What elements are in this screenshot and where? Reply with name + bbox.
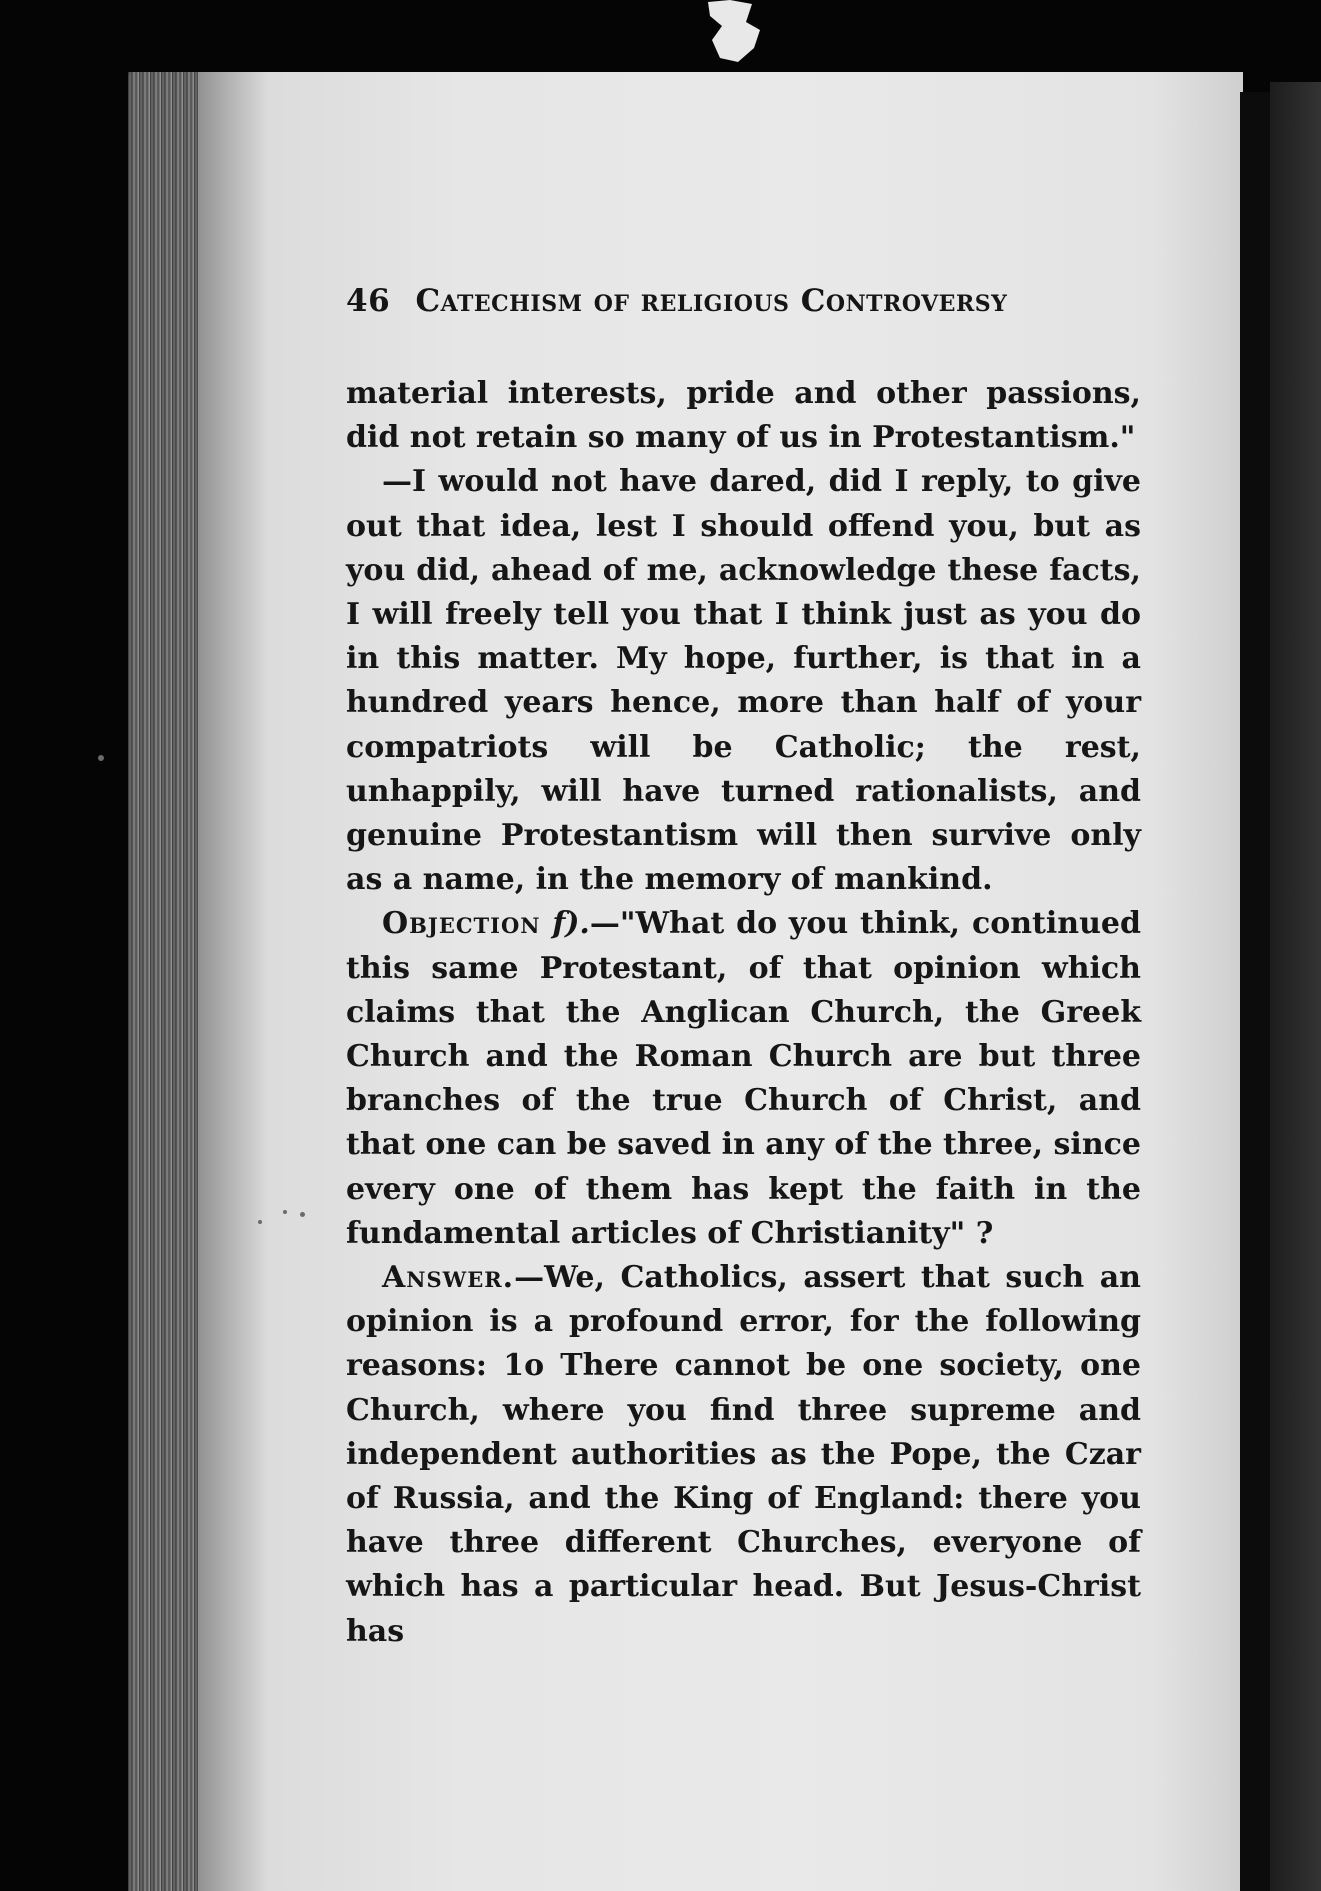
objection-label: Objection [382,906,541,942]
running-title: Catechism of religious Controversy [415,283,1008,319]
page-body-text [346,372,1141,1654]
facing-page-edge [1240,92,1270,1891]
objection-letter: f). [540,906,590,942]
dust-speck [258,1220,262,1224]
paragraph-objection [346,902,1141,1256]
answer-label: Answer. [382,1260,515,1296]
dust-speck [98,755,104,761]
paragraph: —I would not have dared, did I reply, to give out that idea, lest I should offend you, but as you did, ahead of me, acknowledge these facts, I will freely tell you that I think just as you do in this matter. My hope, further, is that in a hundred years hence, more than half of your compatriots will be Catholic; the rest, unhappily, will have turned rationalists, and genuine Protestantism will then survive only as a name, in the memory of mankind. [346,464,1141,898]
gutter-shadow [198,72,268,1891]
running-header [346,283,1146,319]
paragraph-text: —"What do you think, continued this same Protestant, of that opinion which claims that the Anglican Church, the Greek Church and the Roman Church are but three branches of the true Church of Christ, and that one can be saved in any of the three, since every one of them has kept the faith in the fundamental articles of Christianity" ? [346,906,1141,1251]
paragraph-answer [346,1256,1141,1654]
dust-speck [283,1210,287,1214]
paragraph-text: —We, Catholics, assert that such an opinion is a profound error, for the following reasons: 1o There cannot be one society, one Church, where you find three supreme and independent authorities as the Pope, the Czar of Russia, and the King of England: there you have three different Churches, everyone of which has a particular head. But Jesus-Christ has [346,1260,1141,1649]
page-number: 46 [346,283,391,319]
ink-blot-mark [700,0,770,68]
paragraph: material interests, pride and other passions, did not retain so many of us in Protestantism." [346,376,1141,456]
page-gutter-binding [128,72,198,1891]
scan-right-margin [1270,82,1321,1891]
dust-speck [300,1212,305,1217]
